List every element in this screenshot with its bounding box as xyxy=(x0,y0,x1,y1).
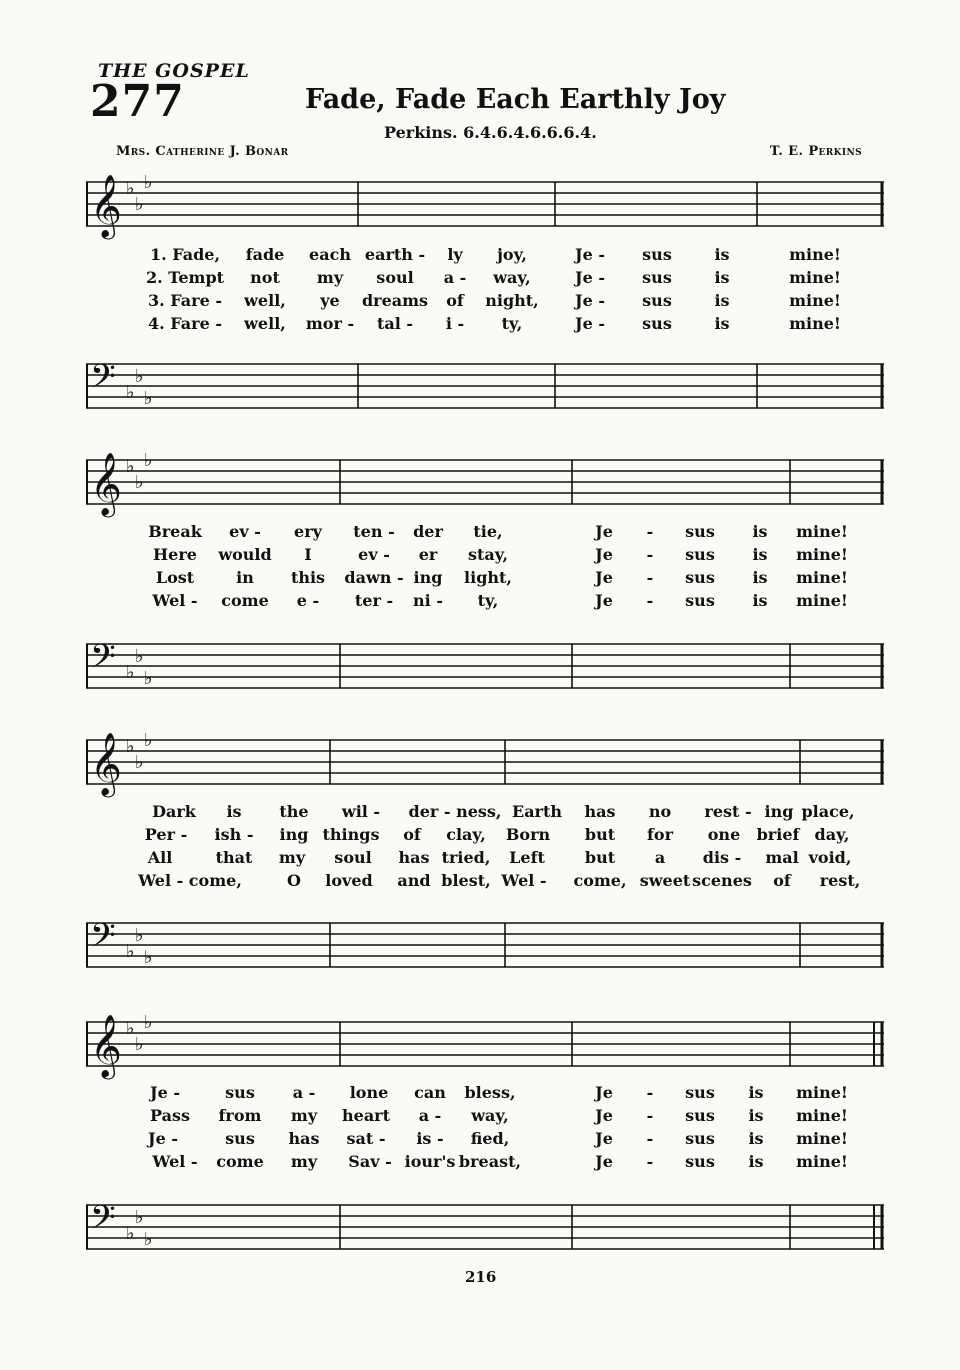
bass-clef-icon: 𝄢 xyxy=(90,358,116,404)
lyric-line xyxy=(0,291,960,313)
lyric-syllable: loved xyxy=(325,871,373,890)
lyric-syllable: has xyxy=(584,802,616,821)
lyric-syllable: sus xyxy=(642,291,672,310)
flat-icon: ♭ xyxy=(144,947,153,968)
lyric-syllable: I xyxy=(304,545,312,564)
lyric-syllable: bless, xyxy=(464,1083,516,1102)
lyric-syllable: is xyxy=(714,245,730,264)
lyric-syllable: rest - xyxy=(704,802,752,821)
lyric-syllable: ty, xyxy=(501,314,523,333)
lyric-syllable: Dark xyxy=(152,802,196,821)
lyric-syllable: not xyxy=(250,268,280,287)
lyric-syllable: in xyxy=(236,568,254,587)
flat-icon: ♭ xyxy=(126,662,135,683)
lyric-syllable: scenes xyxy=(692,871,752,890)
lyric-syllable: soul xyxy=(334,848,372,867)
flat-icon: ♭ xyxy=(126,1223,135,1244)
lyric-syllable: - xyxy=(646,1152,654,1171)
lyric-syllable: sweet xyxy=(639,871,691,890)
lyric-syllable: mine! xyxy=(796,545,848,564)
flat-icon: ♭ xyxy=(144,388,153,409)
lyric-syllable: mine! xyxy=(796,1129,848,1148)
lyric-syllable: mine! xyxy=(789,245,841,264)
lyric-syllable: from xyxy=(218,1106,262,1125)
lyric-syllable: is xyxy=(748,1152,764,1171)
lyric-syllable: sus xyxy=(685,568,715,587)
lyric-syllable: Je - xyxy=(575,291,605,310)
lyric-syllable: the xyxy=(279,802,309,821)
lyric-syllable: Break xyxy=(148,522,202,541)
lyric-syllable: lone xyxy=(349,1083,389,1102)
lyric-syllable: 1. Fade, xyxy=(149,245,221,264)
lyric-line xyxy=(0,848,960,870)
lyric-syllable: is xyxy=(752,591,768,610)
lyric-syllable: is xyxy=(752,568,768,587)
lyric-syllable: is xyxy=(748,1106,764,1125)
lyric-syllable: mine! xyxy=(796,522,848,541)
lyric-syllable: this xyxy=(290,568,326,587)
lyric-syllable: mor - xyxy=(305,314,355,333)
lyric-line xyxy=(0,1083,960,1105)
lyric-syllable: Wel - xyxy=(152,591,198,610)
lyric-syllable: is xyxy=(752,545,768,564)
treble-staff-1 xyxy=(86,166,886,246)
lyric-syllable: sus xyxy=(685,1106,715,1125)
lyric-syllable: ly xyxy=(447,245,463,264)
lyric-syllable: tried, xyxy=(441,848,491,867)
lyric-syllable: ing xyxy=(413,568,443,587)
lyric-syllable: ni - xyxy=(413,591,443,610)
lyric-syllable: can xyxy=(414,1083,446,1102)
lyric-syllable: Wel - xyxy=(152,1152,198,1171)
lyric-syllable: mine! xyxy=(789,268,841,287)
lyric-syllable: Wel - come, xyxy=(138,871,242,890)
treble-staff-4 xyxy=(86,1006,886,1086)
bass-staff-1 xyxy=(86,348,886,428)
hymn-title: Fade, Fade Each Earthly Joy xyxy=(305,84,726,115)
lyric-syllable: ten - xyxy=(353,522,395,541)
lyric-syllable: sus xyxy=(685,1083,715,1102)
lyric-syllable: dawn - xyxy=(344,568,404,587)
lyric-syllable: no xyxy=(648,802,672,821)
page-number: 216 xyxy=(465,1268,497,1286)
lyric-syllable: Je xyxy=(595,1106,613,1125)
lyric-syllable: my xyxy=(278,848,306,867)
lyric-syllable: rest, xyxy=(819,871,861,890)
treble-clef-icon: 𝄞 xyxy=(90,174,122,237)
lyric-syllable: is xyxy=(752,522,768,541)
lyric-syllable: is xyxy=(748,1129,764,1148)
lyric-syllable: one xyxy=(707,825,741,844)
lyric-syllable: would xyxy=(218,545,272,564)
lyric-syllable: is xyxy=(748,1083,764,1102)
lyric-syllable: All xyxy=(147,848,173,867)
flat-icon: ♭ xyxy=(144,1229,153,1250)
lyric-syllable: ty, xyxy=(477,591,499,610)
lyric-syllable: soul xyxy=(376,268,414,287)
flat-icon: ♭ xyxy=(144,172,153,193)
lyric-syllable: is xyxy=(714,291,730,310)
bass-staff-3 xyxy=(86,907,886,987)
flat-icon: ♭ xyxy=(135,472,144,493)
treble-clef-icon: 𝄞 xyxy=(90,1014,122,1077)
lyric-syllable: Je xyxy=(595,522,613,541)
flat-icon: ♭ xyxy=(135,925,144,946)
flat-icon: ♭ xyxy=(135,366,144,387)
lyric-syllable: sus xyxy=(685,522,715,541)
flat-icon: ♭ xyxy=(135,1034,144,1055)
lyric-syllable: fied, xyxy=(470,1129,510,1148)
flat-icon: ♭ xyxy=(135,1207,144,1228)
section-heading: THE GOSPEL xyxy=(98,60,250,82)
flat-icon: ♭ xyxy=(126,178,135,199)
treble-clef-icon: 𝄞 xyxy=(90,732,122,795)
lyric-syllable: ev - xyxy=(358,545,390,564)
lyric-syllable: - xyxy=(646,568,654,587)
lyric-line xyxy=(0,1106,960,1128)
lyric-syllable: ish - xyxy=(214,825,254,844)
lyric-line xyxy=(0,802,960,824)
lyric-syllable: sus xyxy=(642,314,672,333)
lyric-syllable: but xyxy=(584,848,616,867)
lyric-syllable: mine! xyxy=(796,591,848,610)
flat-icon: ♭ xyxy=(135,646,144,667)
lyric-syllable: a - xyxy=(418,1106,442,1125)
lyric-syllable: come xyxy=(216,1152,264,1171)
lyric-syllable: dis - xyxy=(702,848,742,867)
treble-staff-3 xyxy=(86,724,886,804)
lyric-syllable: of xyxy=(773,871,791,890)
lyric-syllable: ing xyxy=(279,825,309,844)
lyric-syllable: but xyxy=(584,825,616,844)
lyric-syllable: blest, xyxy=(441,871,491,890)
flat-icon: ♭ xyxy=(126,941,135,962)
lyric-syllable: joy, xyxy=(497,245,527,264)
lyric-syllable: mine! xyxy=(789,291,841,310)
lyric-syllable: Je xyxy=(595,1129,613,1148)
lyric-syllable: Left xyxy=(509,848,545,867)
lyric-syllable: a - xyxy=(292,1083,316,1102)
lyric-syllable: earth - xyxy=(364,245,426,264)
lyric-syllable: light, xyxy=(464,568,512,587)
lyric-syllable: tie, xyxy=(473,522,503,541)
flat-icon: ♭ xyxy=(126,736,135,757)
lyric-syllable: that xyxy=(215,848,253,867)
lyric-syllable: der - ness, xyxy=(408,802,502,821)
lyric-syllable: sus xyxy=(685,1129,715,1148)
flat-icon: ♭ xyxy=(144,450,153,471)
lyric-syllable: brief xyxy=(756,825,800,844)
lyric-line xyxy=(0,568,960,590)
lyric-syllable: and xyxy=(397,871,431,890)
lyric-syllable: mal xyxy=(765,848,799,867)
author-credit: Mrs. Catherine J. Bonar xyxy=(116,144,289,159)
lyric-syllable: Sav - xyxy=(348,1152,392,1171)
hymn-number: 277 xyxy=(90,76,185,127)
lyric-syllable: sus xyxy=(685,545,715,564)
lyric-syllable: dreams xyxy=(361,291,429,310)
lyric-syllable: sus xyxy=(225,1083,255,1102)
lyric-line xyxy=(0,522,960,544)
lyric-syllable: sus xyxy=(685,591,715,610)
lyric-syllable: Born xyxy=(505,825,551,844)
lyric-syllable: for xyxy=(647,825,673,844)
flat-icon: ♭ xyxy=(135,752,144,773)
lyric-syllable: mine! xyxy=(796,1083,848,1102)
lyric-syllable: 3. Fare - xyxy=(148,291,222,310)
lyric-syllable: Lost xyxy=(155,568,195,587)
lyric-syllable: come, xyxy=(573,871,627,890)
lyric-syllable: is xyxy=(714,314,730,333)
lyric-syllable: er xyxy=(418,545,438,564)
lyric-syllable: mine! xyxy=(796,568,848,587)
bass-clef-icon: 𝄢 xyxy=(90,1199,116,1245)
lyric-syllable: i - xyxy=(445,314,465,333)
lyric-syllable: sus xyxy=(642,268,672,287)
flat-icon: ♭ xyxy=(126,1018,135,1039)
lyric-syllable: ery xyxy=(294,522,322,541)
lyric-syllable: of xyxy=(446,291,464,310)
bass-clef-icon: 𝄢 xyxy=(90,638,116,684)
lyric-syllable: tal - xyxy=(376,314,414,333)
flat-icon: ♭ xyxy=(126,456,135,477)
lyric-line xyxy=(0,545,960,567)
bass-staff-2 xyxy=(86,628,886,708)
lyric-syllable: iour's xyxy=(404,1152,456,1171)
lyric-syllable: sus xyxy=(225,1129,255,1148)
lyric-syllable: fade xyxy=(245,245,285,264)
lyric-syllable: come xyxy=(221,591,269,610)
lyric-syllable: - xyxy=(646,1106,654,1125)
lyric-syllable: Je - xyxy=(575,314,605,333)
lyric-syllable: sus xyxy=(642,245,672,264)
lyric-syllable: my xyxy=(316,268,344,287)
lyric-syllable: void, xyxy=(808,848,852,867)
lyric-syllable: Je - xyxy=(575,268,605,287)
lyric-syllable: well, xyxy=(244,291,286,310)
bass-staff-4 xyxy=(86,1189,886,1269)
lyric-line xyxy=(0,245,960,267)
lyric-syllable: Je - xyxy=(150,1083,180,1102)
lyric-syllable: is - xyxy=(416,1129,444,1148)
bass-clef-icon: 𝄢 xyxy=(90,917,116,963)
lyric-syllable: Je xyxy=(595,591,613,610)
lyric-syllable: stay, xyxy=(467,545,509,564)
lyric-syllable: mine! xyxy=(796,1152,848,1171)
lyric-syllable: way, xyxy=(471,1106,509,1125)
lyric-syllable: - xyxy=(646,591,654,610)
lyric-line xyxy=(0,591,960,613)
lyric-syllable: my xyxy=(290,1106,318,1125)
lyric-syllable: well, xyxy=(244,314,286,333)
lyric-syllable: heart xyxy=(342,1106,390,1125)
lyric-syllable: each xyxy=(309,245,351,264)
lyric-syllable: - xyxy=(646,1129,654,1148)
lyric-syllable: things xyxy=(322,825,380,844)
lyric-syllable: place, xyxy=(801,802,855,821)
lyric-syllable: Here xyxy=(153,545,197,564)
lyric-line xyxy=(0,1129,960,1151)
flat-icon: ♭ xyxy=(144,1012,153,1033)
lyric-syllable: day, xyxy=(814,825,850,844)
lyric-syllable: way, xyxy=(493,268,531,287)
lyric-line xyxy=(0,825,960,847)
lyric-syllable: sat - xyxy=(346,1129,386,1148)
lyric-line xyxy=(0,871,960,893)
lyric-syllable: mine! xyxy=(796,1106,848,1125)
lyric-syllable: 4. Fare - xyxy=(148,314,222,333)
lyric-syllable: is xyxy=(714,268,730,287)
lyric-syllable: Earth xyxy=(511,802,563,821)
lyric-syllable: of xyxy=(403,825,421,844)
lyric-syllable: 2. Tempt xyxy=(145,268,225,287)
treble-staff-2 xyxy=(86,444,886,524)
flat-icon: ♭ xyxy=(144,730,153,751)
lyric-syllable: Je - xyxy=(575,245,605,264)
composer-credit: T. E. Perkins xyxy=(769,144,862,159)
lyric-line xyxy=(0,1152,960,1174)
treble-clef-icon: 𝄞 xyxy=(90,452,122,515)
lyric-syllable: e - xyxy=(296,591,320,610)
lyric-syllable: night, xyxy=(485,291,539,310)
lyric-line xyxy=(0,314,960,336)
lyric-syllable: a xyxy=(654,848,666,867)
lyric-syllable: ter - xyxy=(354,591,394,610)
lyric-syllable: mine! xyxy=(789,314,841,333)
lyric-syllable: - xyxy=(646,522,654,541)
lyric-syllable: O xyxy=(287,871,301,890)
flat-icon: ♭ xyxy=(126,382,135,403)
lyric-syllable: wil - xyxy=(341,802,381,821)
lyric-syllable: sus xyxy=(685,1152,715,1171)
lyric-syllable: ing xyxy=(764,802,794,821)
lyric-syllable: breast, xyxy=(458,1152,522,1171)
lyric-syllable: my xyxy=(290,1152,318,1171)
tune-meter: Perkins. 6.4.6.4.6.6.6.4. xyxy=(384,123,597,142)
lyric-syllable: Je xyxy=(595,1152,613,1171)
lyric-syllable: has xyxy=(288,1129,320,1148)
lyric-syllable: - xyxy=(646,545,654,564)
lyric-syllable: ye xyxy=(320,291,340,310)
lyric-syllable: Je xyxy=(595,1083,613,1102)
lyric-syllable: a - xyxy=(443,268,467,287)
lyric-syllable: has xyxy=(398,848,430,867)
flat-icon: ♭ xyxy=(135,194,144,215)
lyric-syllable: ev - xyxy=(229,522,261,541)
lyric-syllable: Wel - xyxy=(501,871,547,890)
lyric-syllable: Pass xyxy=(150,1106,190,1125)
lyric-syllable: Per - xyxy=(144,825,188,844)
lyric-syllable: der xyxy=(413,522,443,541)
lyric-syllable: Je xyxy=(595,545,613,564)
lyric-syllable: clay, xyxy=(446,825,486,844)
lyric-syllable: Je xyxy=(595,568,613,587)
lyric-syllable: - xyxy=(646,1083,654,1102)
lyric-line xyxy=(0,268,960,290)
flat-icon: ♭ xyxy=(144,668,153,689)
lyric-syllable: is xyxy=(226,802,242,821)
lyric-syllable: Je - xyxy=(148,1129,178,1148)
